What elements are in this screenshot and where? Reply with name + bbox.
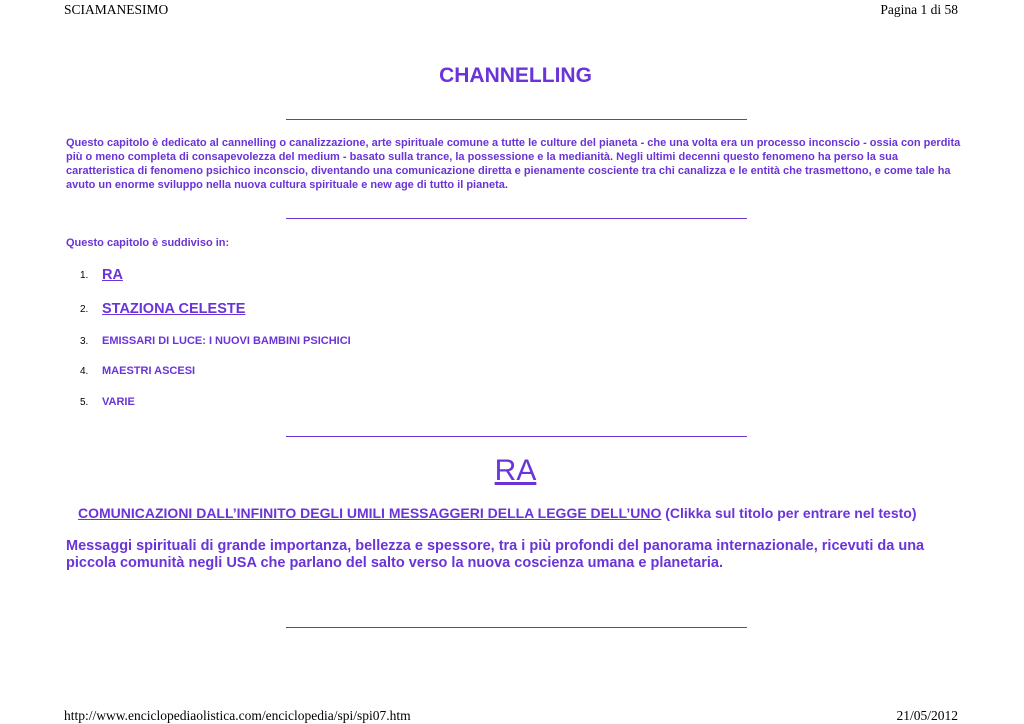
toc-item-number: 2. [80,304,89,315]
divider-line [286,119,747,120]
toc-item-number: 3. [80,336,89,347]
toc-item-number: 5. [80,397,89,408]
divider-line [286,218,747,219]
toc-link-maestri-ascesi[interactable]: MAESTRI ASCESI [102,365,196,377]
section-link-hint: (Clikka sul titolo per entrare nel testo) [661,505,917,521]
section-title-link[interactable]: COMUNICAZIONI DALL’INFINITO DEGLI UMILI MESSAGGERI DELLA LEGGE DELL’UNO [78,505,662,521]
section-description: Messaggi spirituali di grande importanza, bellezza e spessore, tra i più profondi del panorama internazionale, ricevuti da una piccola comunità negli USA che parlano del salto verso la nuova coscienza umana e planetaria. [66,538,925,571]
page-footer-url: http://www.enciclopediaolistica.com/enciclopedia/spi/spi07.htm [64,708,411,723]
toc-link-emissari-di-luce[interactable]: EMISSARI DI LUCE: I NUOVI BAMBINI PSICHICI [102,335,351,347]
intro-paragraph: Questo capitolo è dedicato al cannelling o canalizzazione, arte spirituale comune a tutte le culture del pianeta - che una volta era un processo inconscio - ossia con perdita più o meno completa di consapevolezza del medium - basato sulla trance, la possessione e la medianità. Negli ultimi decenni questo fenomeno ha perso la sua caratteristica di fenomeno psichico inconscio, diventando una comunicazione diretta e pienamente cosciente tra chi canalizza e le entità che trasmettono, e come tale ha avuto un enorme sviluppo nella nuova cultura spirituale e new age di tutto il pianeta. [66,137,961,191]
page-footer-date: 21/05/2012 [896,708,958,723]
toc-link-varie[interactable]: VARIE [102,396,135,408]
page-title: CHANNELLING [439,64,592,87]
page-header-title: SCIAMANESIMO [64,2,169,17]
toc-link-staziona-celeste[interactable]: STAZIONA CELESTE [102,301,246,317]
section-heading-ra[interactable]: RA [494,454,537,487]
divider-line [286,627,747,628]
page-header-page-number: Pagina 1 di 58 [880,2,958,17]
toc-link-ra[interactable]: RA [102,267,123,283]
divider-line [286,436,747,437]
section-link-line [78,505,917,521]
subdivision-label: Questo capitolo è suddiviso in: [66,237,230,249]
toc-item-number: 4. [80,366,89,377]
toc-item-number: 1. [80,270,89,281]
